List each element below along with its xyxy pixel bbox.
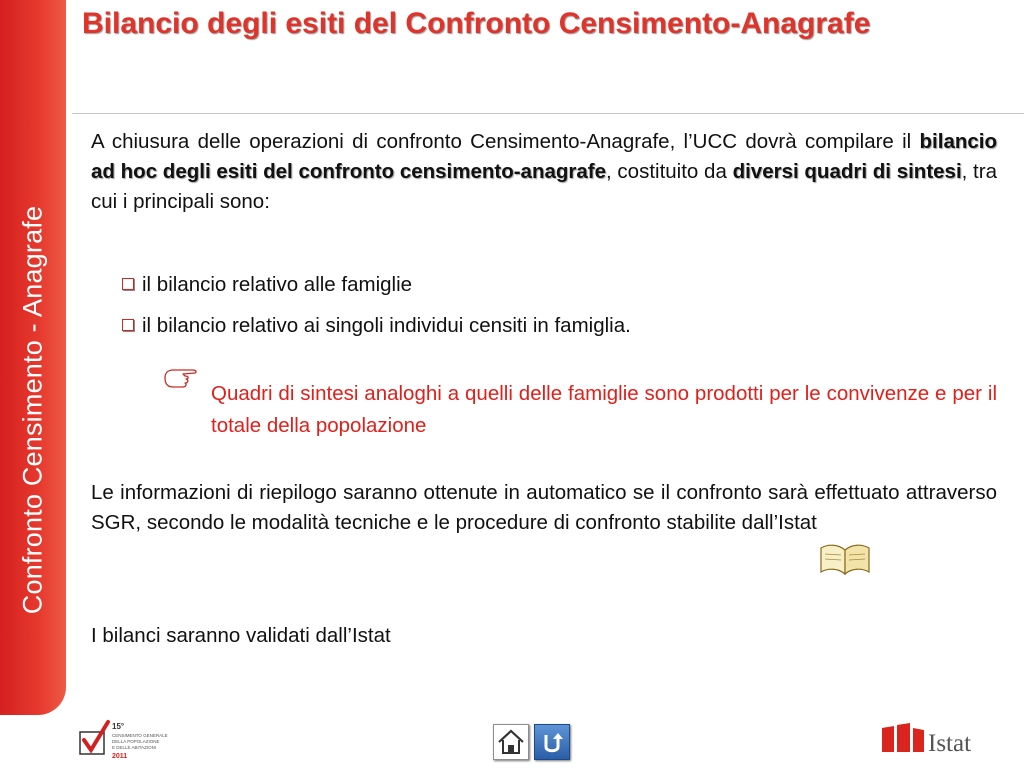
census-number: 15° [112, 722, 125, 731]
intro-paragraph [91, 127, 997, 217]
census-line-1: CENSIMENTO GENERALE [112, 733, 168, 738]
intro-text-1: A chiusura delle operazioni di confronto Censimento-Anagrafe, l’UCC dovrà compilare il [91, 130, 920, 153]
home-button[interactable] [493, 724, 529, 760]
census-line-2: DELLA POPOLAZIONE [112, 739, 160, 744]
census-2011-logo [78, 718, 168, 764]
list-item-label: il bilancio relativo alle famiglie [142, 273, 413, 296]
page-title: Bilancio degli esiti del Confronto Censimento-Anagrafe [82, 7, 871, 40]
checkbox-bullet-icon [122, 319, 134, 331]
census-line-3: E DELLE ABITAZIONI [112, 745, 157, 750]
sidebar [0, 0, 66, 715]
istat-logo-text: Istat [928, 730, 972, 756]
pointing-hand-icon [163, 366, 203, 390]
census-year: 2011 [112, 753, 128, 760]
intro-text-3: , tra cui i principali sono: [91, 160, 997, 213]
intro-highlight-2: diversi quadri di sintesi [732, 160, 962, 183]
title-divider [72, 113, 1024, 114]
paragraph-validation: I bilanci saranno validati dall’Istat [91, 624, 391, 647]
paragraph-automation: Le informazioni di riepilogo saranno ottenute in automatico se il confronto sarà effettuato attraverso SGR, secondo le modalità tecniche e le procedure di confronto stabilite dall’Istat [91, 481, 997, 534]
intro-text-2: , costituito da [606, 160, 733, 183]
sidebar-label: Confronto Censimento - Anagrafe [17, 205, 48, 615]
return-button[interactable] [534, 724, 570, 760]
istat-logo [880, 722, 980, 756]
checkbox-bullet-icon [122, 278, 134, 290]
list-item [122, 270, 412, 300]
intro-highlight-1: bilancio ad hoc degli esiti del confronto censimento-anagrafe [91, 130, 997, 183]
note-text: Quadri di sintesi analoghi a quelli delle famiglie sono prodotti per le convivenze e per il totale della popolazione [211, 382, 997, 437]
list-item-label: il bilancio relativo ai singoli individui censiti in famiglia. [142, 314, 631, 337]
list-item [122, 311, 631, 341]
return-icon [535, 725, 569, 759]
book-icon[interactable] [818, 540, 872, 576]
home-icon [494, 725, 528, 759]
